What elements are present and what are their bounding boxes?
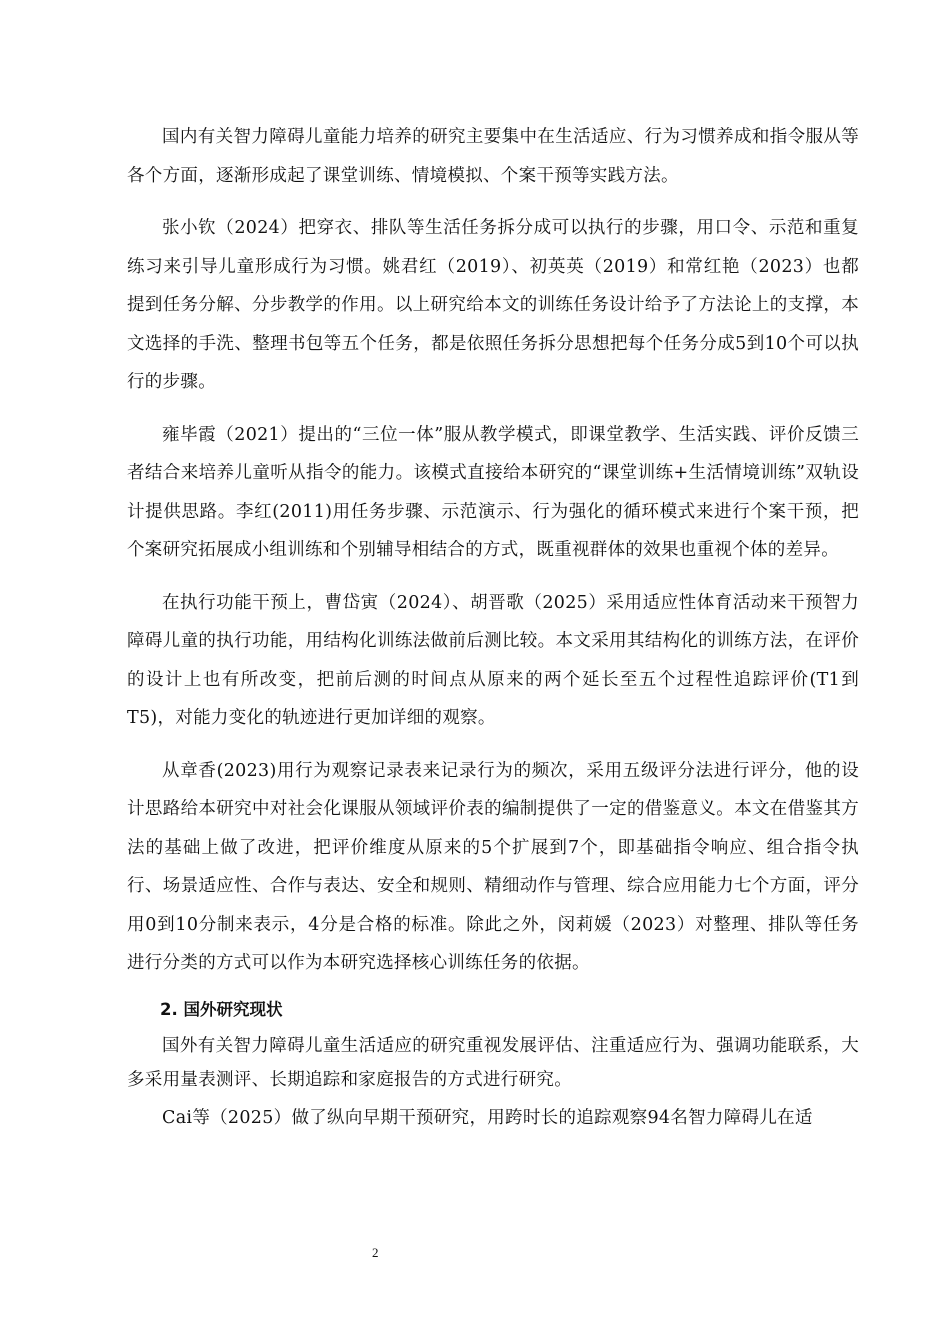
paragraph-teaching-model: 雍毕霞（2021）提出的“三位一体”服从教学模式，即课堂教学、生活实践、评价反馈三者结合来培养儿童听从指令的能力。该模式直接给本研究的“课堂训练+生活情境训练”双轨设计提供思路。李红(2011)用任务步骤、示范演示、行为强化的循环模式来进行个案干预，把个案研究拓展成小组训练和个别辅导相结合的方式，既重视群体的效果也重视个体的差异。 (127, 424, 859, 560)
paragraph-domestic-overview: 国内有关智力障碍儿童能力培养的研究主要集中在生活适应、行为习惯养成和指令服从等各个方面，逐渐形成起了课堂训练、情境模拟、个案干预等实践方法。 (127, 127, 859, 186)
paragraph-executive-function: 在执行功能干预上，曹岱寅（2024）、胡晋歌（2025）采用适应性体育活动来干预智力障碍儿童的执行功能，用结构化训练法做前后测比较。本文采用其结构化的训练方法，在评价的设计上也有所改变，把前后测的时间点从原来的两个延长至五个过程性追踪评价(T1到T5)，对能力变化的轨迹进行更加详细的观察。 (127, 592, 859, 728)
body-text (127, 118, 859, 1139)
section-heading: 2. 国外研究现状 (160, 999, 283, 1019)
page-number: 2 (372, 1245, 379, 1260)
paragraph-foreign-study: Cai等（2025）做了纵向早期干预研究，用跨时长的追踪观察94名智力障碍儿在适 (162, 1107, 813, 1128)
paragraph-foreign-overview: 国外有关智力障碍儿童生活适应的研究重视发展评估、注重适应行为、强调功能联系，大多采用量表测评、长期追踪和家庭报告的方式进行研究。 (127, 1035, 859, 1090)
paragraph-evaluation-design: 从章香(2023)用行为观察记录表来记录行为的频次，采用五级评分法进行评分，他的设计思路给本研究中对社会化课服从领域评价表的编制提供了一定的借鉴意义。本文在借鉴其方法的基础上做了改进，把评价维度从原来的5个扩展到7个，即基础指令响应、组合指令执行、场景适应性、合作与表达、安全和规则、精细动作与管理、综合应用能力七个方面，评分用0到10分制来表示，4分是合格的标准。除此之外，闵莉媛（2023）对整理、排队等任务进行分类的方式可以作为本研究选择核心训练任务的依据。 (127, 760, 859, 973)
paragraph-task-decomposition: 张小钦（2024）把穿衣、排队等生活任务拆分成可以执行的步骤，用口令、示范和重复练习来引导儿童形成行为习惯。姚君红（2019）、初英英（2019）和常红艳（2023）也都提到任务分解、分步教学的作用。以上研究给本文的训练任务设计给予了方法论上的支撑，本文选择的手洗、整理书包等五个任务，都是依照任务拆分思想把每个任务分成5到10个可以执行的步骤。 (127, 218, 859, 392)
